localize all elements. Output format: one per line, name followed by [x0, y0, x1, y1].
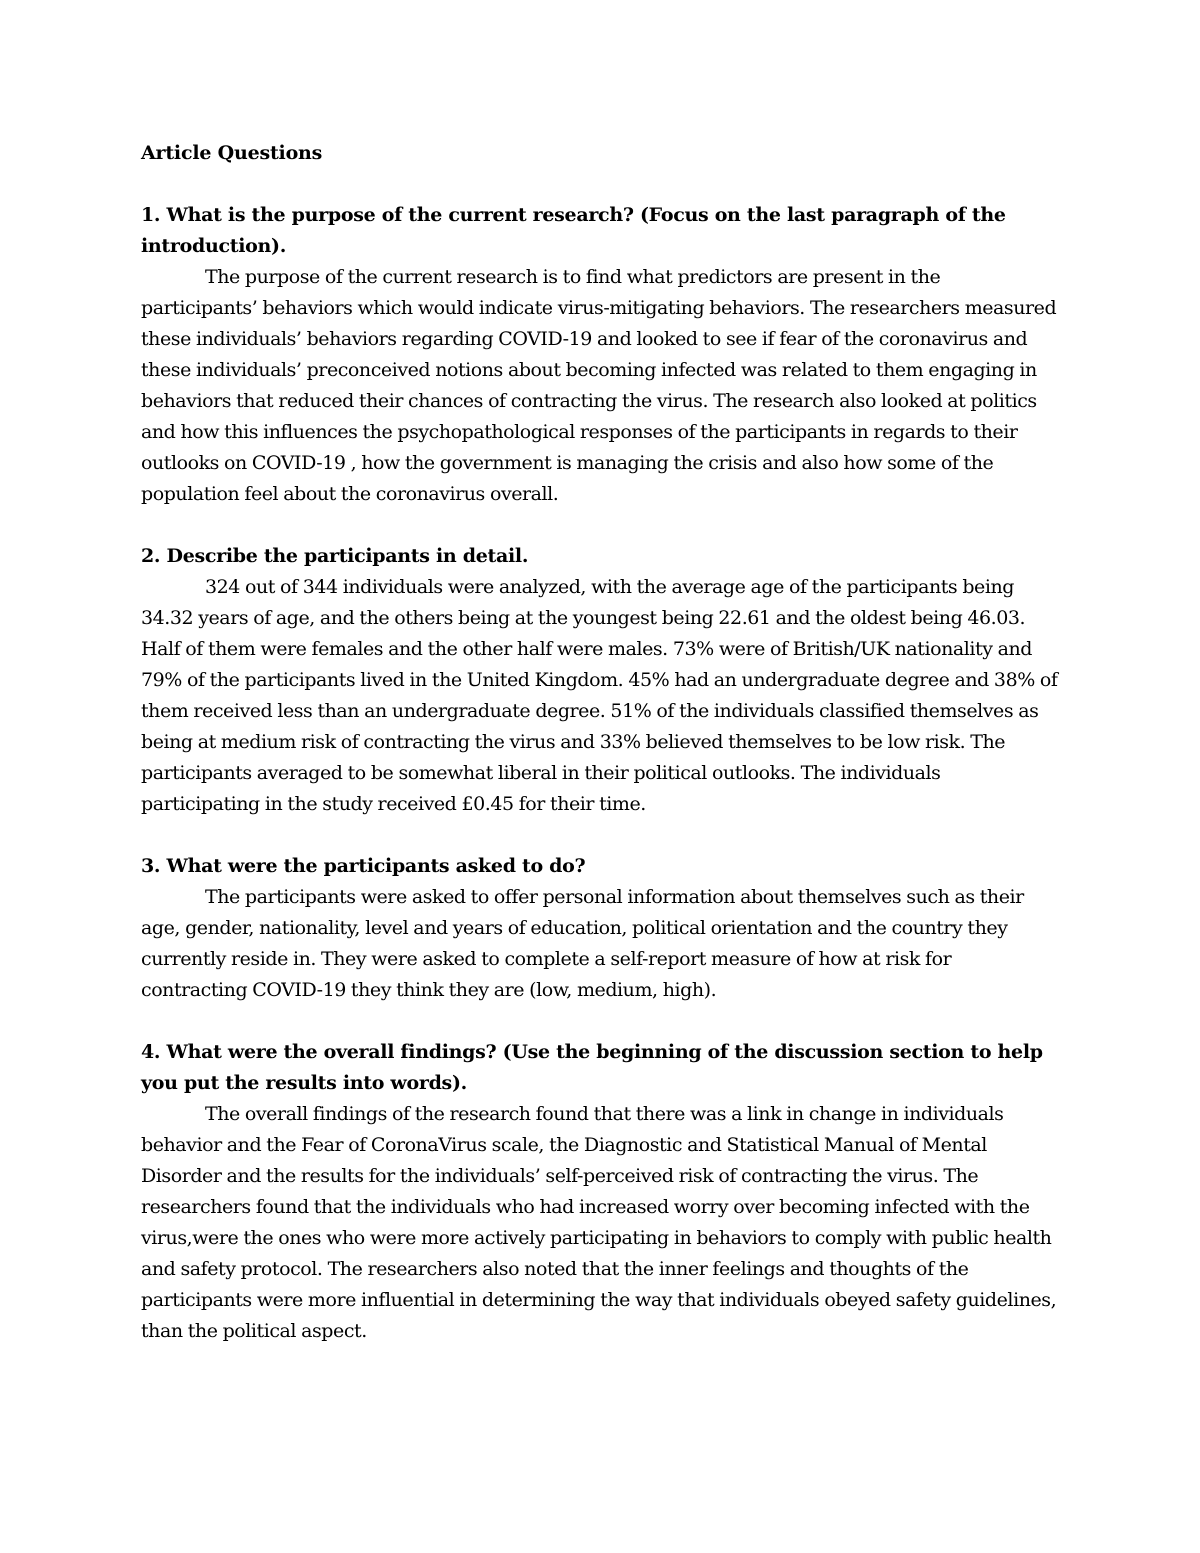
question-heading: 2. Describe the participants in detail. — [141, 545, 529, 567]
question-heading: 3. What were the participants asked to do? — [141, 855, 586, 877]
question-heading: 1. What is the purpose of the current research? (Focus on the last paragraph of the introduction). — [141, 204, 1006, 257]
question-section-4 — [141, 1037, 1061, 1347]
answer-paragraph: The purpose of the current research is to find what predictors are present in the participants’ behaviors which would indicate virus-mitigating behaviors. The researchers measured these individuals’ behaviors regarding COVID-19 and looked to see if fear of the coronavirus and these individuals’ preconceived notions about becoming infected was related to them engaging in behaviors that reduced their chances of contracting the virus. The research also looked at politics and how this influences the psychopathological responses of the participants in regards to their outlooks on COVID-19 , how the government is managing the crisis and also how some of the population feel about the coronavirus overall. — [141, 266, 1057, 505]
question-section-1 — [141, 200, 1061, 510]
answer-paragraph: The overall findings of the research found that there was a link in change in individuals behavior and the Fear of CoronaVirus scale, the Diagnostic and Statistical Manual of Mental Disorder and the results for the individuals’ self-perceived risk of contracting the virus. The researchers found that the individuals who had increased worry over becoming infected with the virus,were the ones who were more actively participating in behaviors to comply with public health and safety protocol. The researchers also noted that the inner feelings and thoughts of the participants were more influential in determining the way that individuals obeyed safety guidelines, than the political aspect. — [141, 1103, 1057, 1342]
document-page — [141, 138, 1061, 1378]
answer-paragraph: The participants were asked to offer personal information about themselves such as their age, gender, nationality, level and years of education, political orientation and the country they currently reside in. They were asked to complete a self-report measure of how at risk for contracting COVID-19 they think they are (low, medium, high). — [141, 886, 1024, 1001]
answer-paragraph: 324 out of 344 individuals were analyzed, with the average age of the participants being 34.32 years of age, and the others being at the youngest being 22.61 and the oldest being 46.03. Half of them were females and the other half were males. 73% were of British/UK nationality and 79% of the participants lived in the United Kingdom. 45% had an undergraduate degree and 38% of them received less than an undergraduate degree. 51% of the individuals classified themselves as being at medium risk of contracting the virus and 33% believed themselves to be low risk. The participants averaged to be somewhat liberal in their political outlooks. The individuals participating in the study received £0.45 for their time. — [141, 576, 1058, 815]
question-heading: 4. What were the overall findings? (Use the beginning of the discussion section to help you put the results into words). — [141, 1041, 1043, 1094]
document-title: Article Questions — [141, 142, 323, 164]
question-section-2 — [141, 541, 1061, 820]
question-section-3 — [141, 851, 1061, 1006]
